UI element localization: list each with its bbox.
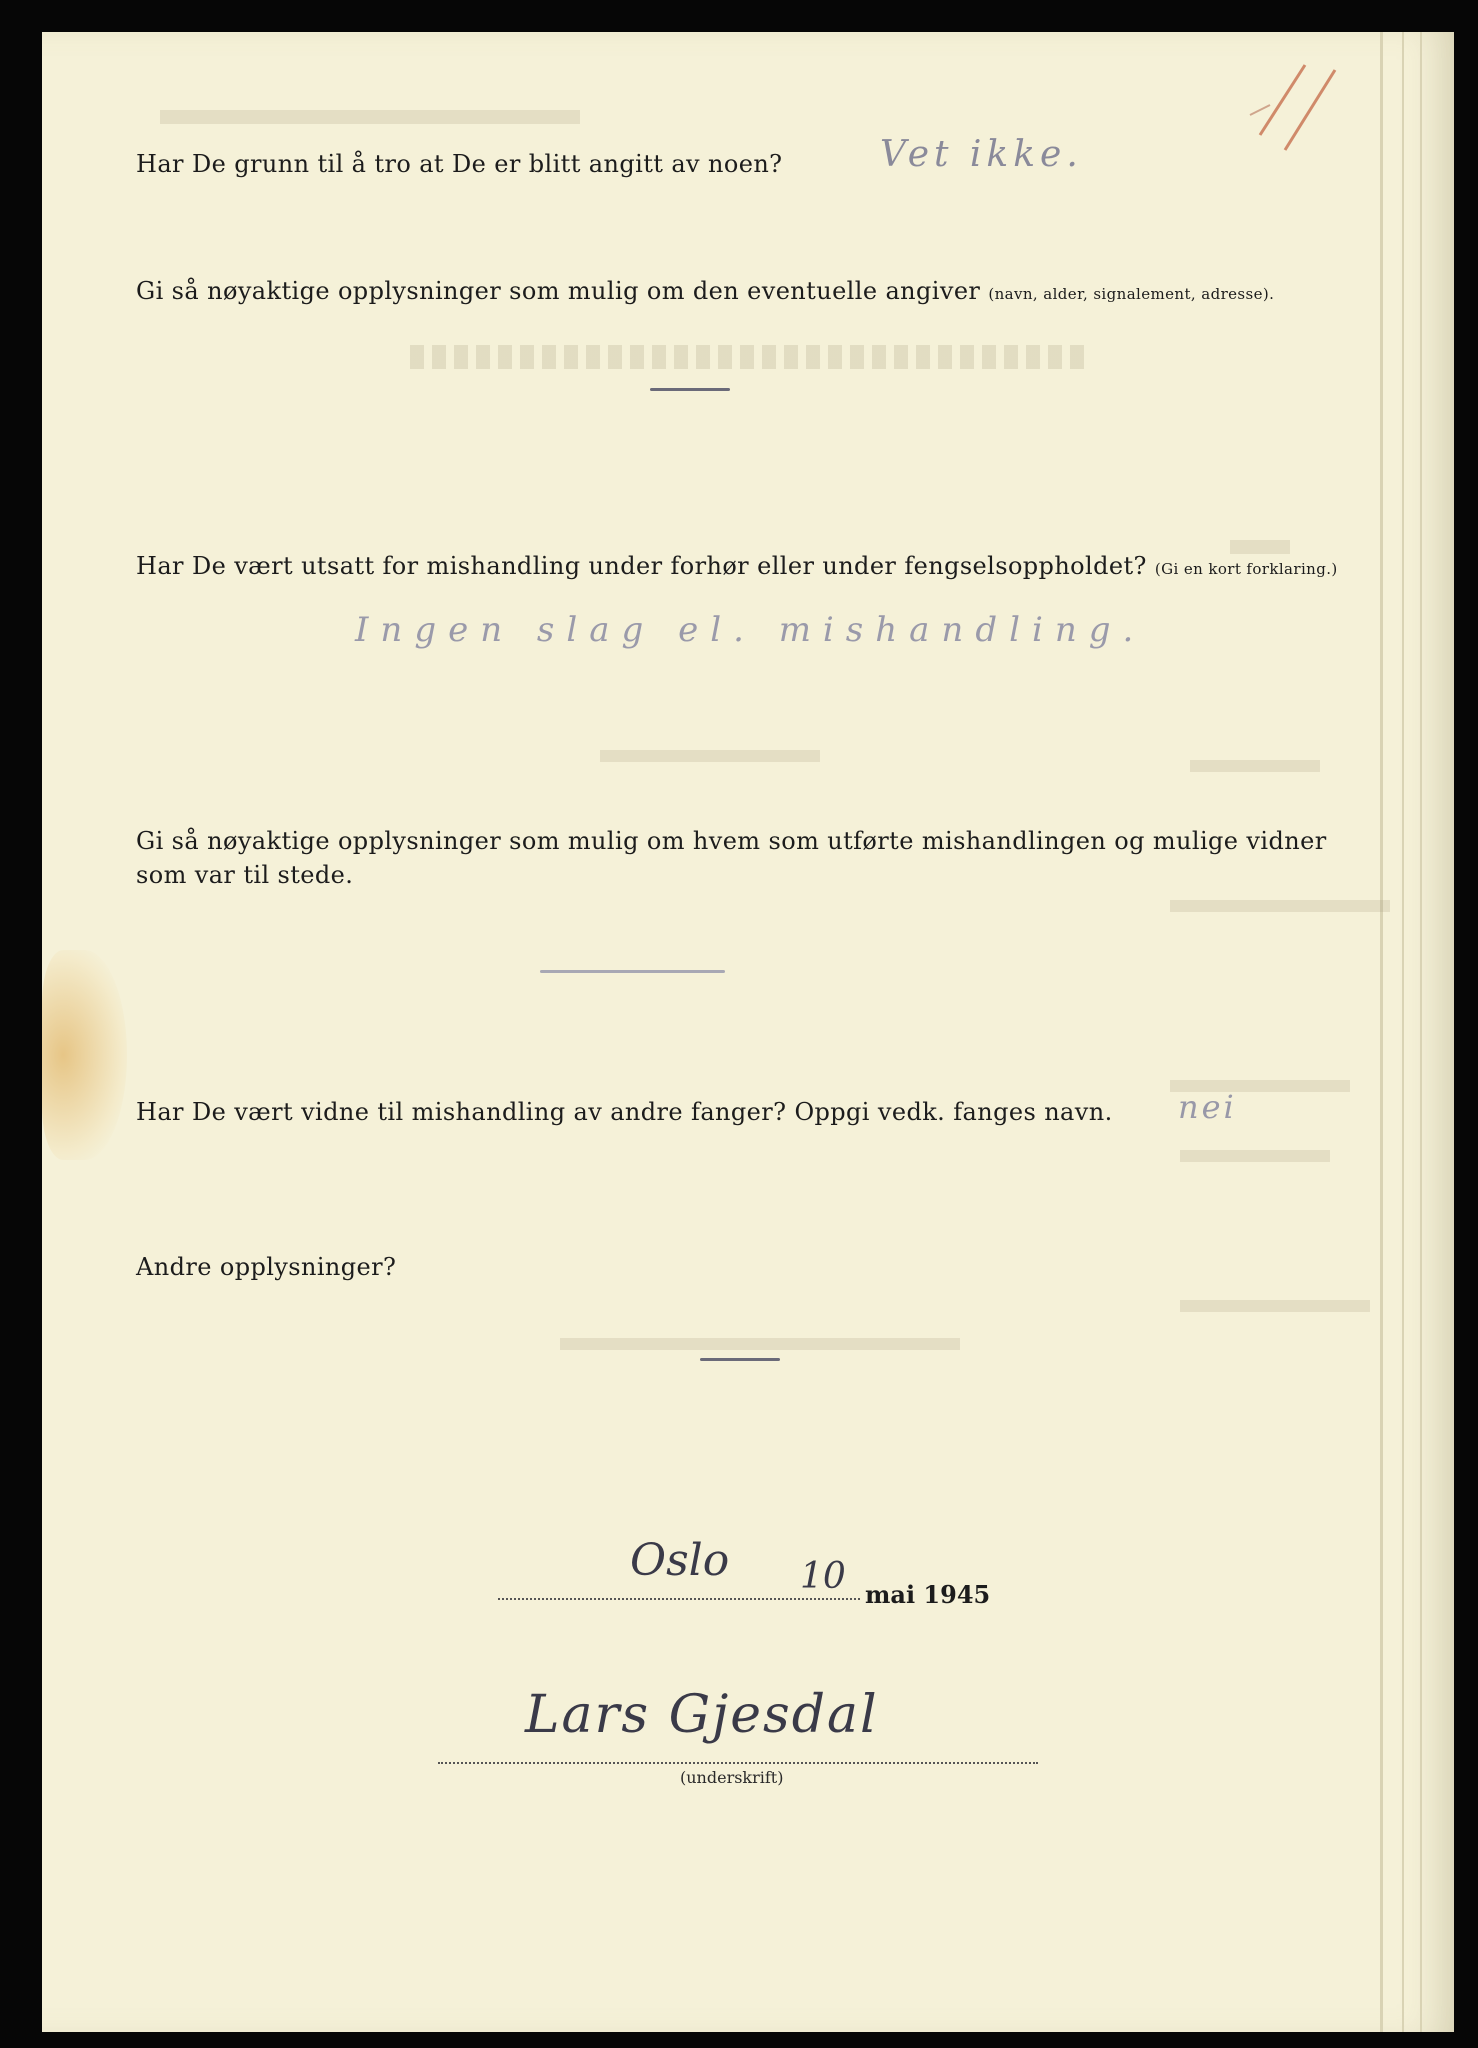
bleed-through-text	[600, 750, 820, 762]
signature-caption: (underskrift)	[680, 1768, 784, 1787]
handwritten-place: Oslo	[630, 1535, 730, 1586]
red-pencil-mark	[1230, 55, 1350, 165]
question-mistreatment	[136, 552, 1338, 580]
signature-dotted-line	[438, 1762, 1038, 1764]
page-edge	[1420, 32, 1422, 2032]
bleed-through-text	[1180, 1150, 1330, 1162]
page-edge	[1402, 32, 1404, 2032]
answer-dash	[700, 1358, 780, 1361]
question-perpetrators: Gi så nøyaktige opplysninger som mulig om hvem som utførte mishandlingen og mulige vidner som var til stede.	[136, 827, 1327, 889]
question-witness: Har De vært vidne til mishandling av andre fanger? Oppgi vedk. fanges navn.	[136, 1098, 1113, 1126]
question-informer-note: (navn, alder, signalement, adresse).	[988, 285, 1275, 303]
answer-witness: nei	[1178, 1088, 1237, 1126]
question-mistreatment-note: (Gi en kort forklaring.)	[1154, 560, 1338, 578]
question-informer-text: Gi så nøyaktige opplysninger som mulig om den eventuelle angiver	[136, 277, 981, 305]
page-edge	[1380, 32, 1383, 2032]
answer-dash	[540, 970, 725, 973]
answer-mistreatment: Ingen slag el. mishandling.	[355, 610, 1146, 650]
handwritten-day: 10	[800, 1556, 846, 1597]
question-other-info: Andre opplysninger?	[136, 1253, 397, 1281]
bleed-through-text	[1170, 900, 1390, 912]
question-denounced: Har De grunn til å tro at De er blitt angitt av noen?	[136, 150, 783, 178]
answer-denounced: Vet ikke.	[880, 134, 1083, 175]
question-informer-details	[136, 277, 1274, 305]
date-dotted-line	[498, 1598, 860, 1600]
water-stain	[42, 950, 127, 1160]
signature: Lars Gjesdal	[525, 1685, 879, 1745]
answer-dash	[650, 388, 730, 391]
question-mistreatment-text: Har De vært utsatt for mishandling under forhør eller under fengselsoppholdet?	[136, 552, 1147, 580]
bleed-through-text	[1190, 760, 1320, 772]
bleed-through-text	[410, 345, 1090, 369]
bleed-through-text	[560, 1338, 960, 1350]
bleed-through-text	[1180, 1300, 1370, 1312]
date-suffix: mai 1945	[865, 1580, 991, 1609]
bleed-through-text	[160, 110, 580, 124]
